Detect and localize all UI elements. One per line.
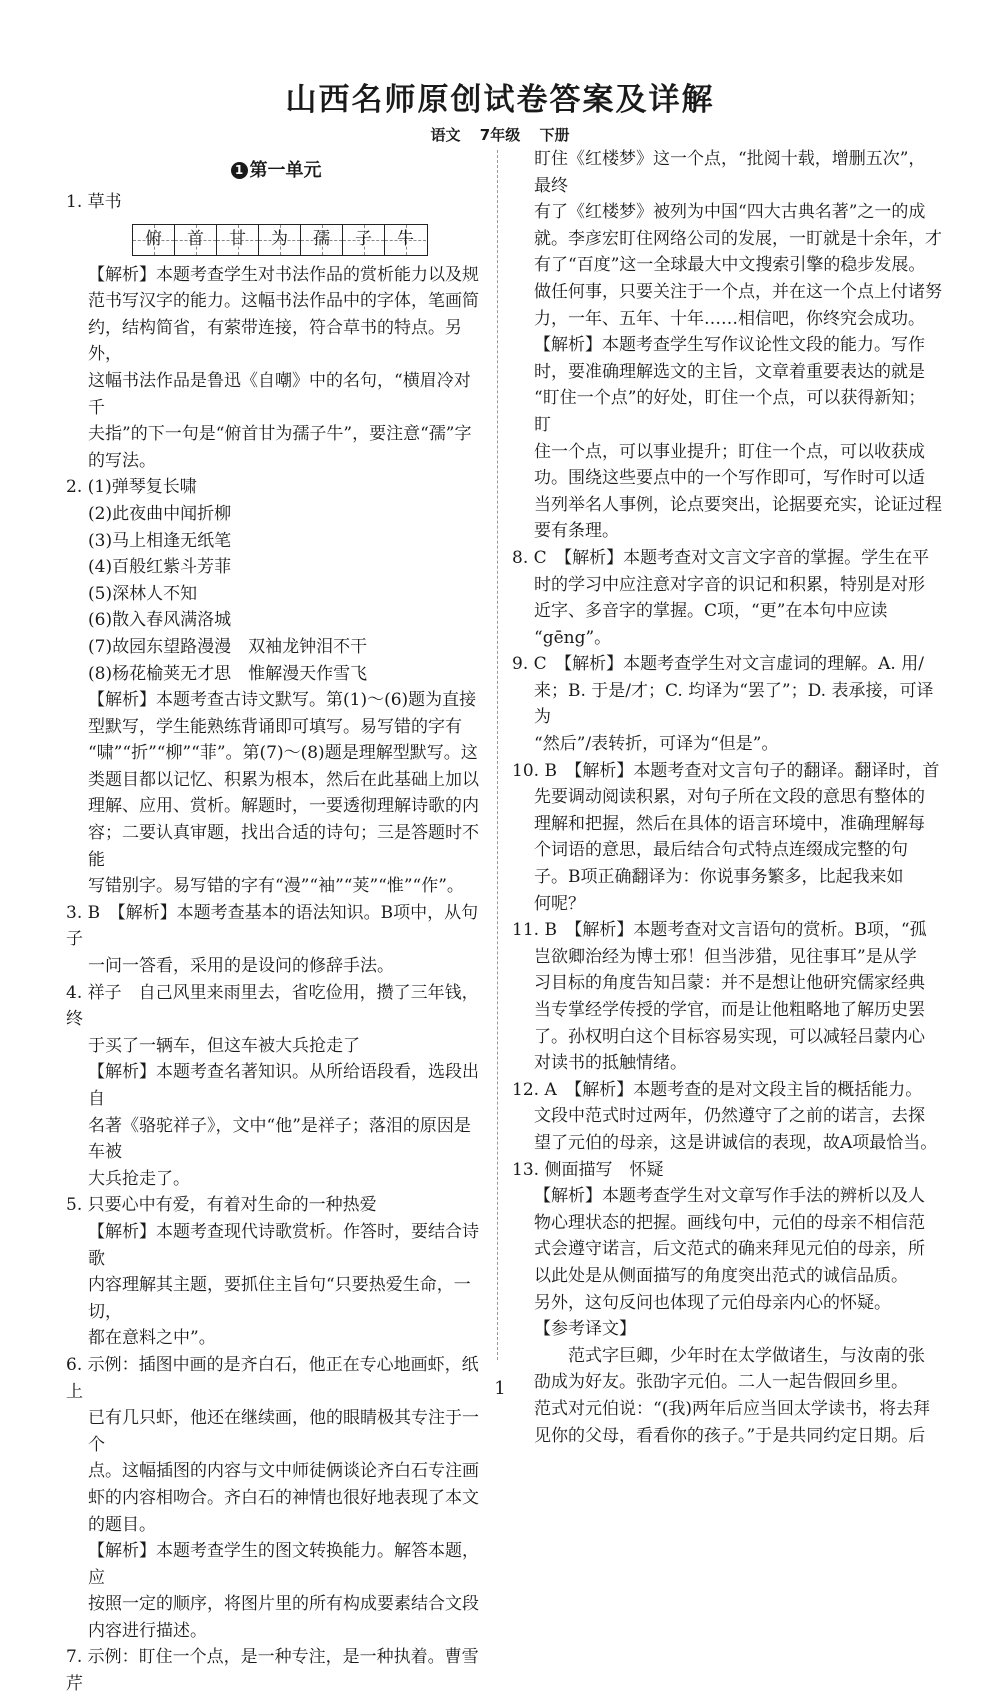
q2-title: 2. (1)弹琴复长啸: [66, 477, 197, 498]
q1-analysis: 【解析】本题考查学生对书法作品的赏析能力以及规 范书写汉字的能力。这幅书法作品中的字体，笔画简 约，结构简省，有萦带连接，符合草书的特点。另外， 这幅书法作品是鲁迅《自嘲》中的名句，“横眉冷对千 夫指”的下一句是“俯首甘为孺子牛”，要注意“孺”字 的写法。: [88, 264, 479, 471]
calligraphy-grid: [132, 224, 428, 256]
page-number: 1: [494, 1378, 506, 1399]
q6-answer: 6. 示例：插图中画的是齐白石，他正在专心地画虾，纸上 已有几只虾，他还在继续画，他的眼睛极其专注于一个 点。这幅插图的内容与文中师徒俩谈论齐白石专注画 虾的内容相吻合。齐白石的神情也很好地表现了本文 的题目。 【解析】本题考查学生的图文转换能力。解答本题，应 按照一定的顺序，将图片里的所有构成要素结合文段 内容进行描述。: [66, 1354, 479, 1641]
unit-title: 第一单元: [249, 160, 322, 181]
reference-translation: 范式字巨卿，少年时在太学做诸生，与汝南的张 劭成为好友。张劭字元伯。二人一起告假回乡里。 范式对元伯说：“(我)两年后应当回太学读书，将去拜 见你的父母，看看你的孩子。”于是共同约定日期。后: [534, 1345, 930, 1446]
q10-answer: 10. B 【解析】本题考查对文言句子的翻译。翻译时，首 先要调动阅读积累，对句子所在文段的意思有整体的 理解和把握，然后在具体的语言环境中，准确理解每 个词语的意思，最后结合句式特点连缀成完整的句 子。B项正确翻译为：你说事务繁多，比起我来如 何呢？: [512, 760, 940, 914]
grid-cell: 首: [175, 225, 217, 255]
grid-cell: 牛: [385, 225, 426, 255]
grade-label: 7年级: [479, 126, 521, 144]
grid-cell: 孺: [301, 225, 343, 255]
q13-answer: 13. 侧面描写 怀疑 【解析】本题考查学生对文章写作手法的辨析以及人 物心理状态的把握。画线句中，元伯的母亲不相信范 式会遵守诺言，后文范式的确来拜见元伯的母亲，所 以此处是从侧面描写的角度突出范式的诚信品质。 另外，这句反问也体现了元伯母亲内心的怀疑。: [512, 1159, 925, 1313]
volume-label: 下册: [539, 126, 570, 144]
q8-answer: 8. C 【解析】本题考查对文言文字音的掌握。学生在平 时的学习中应注意对字音的识记和积累，特别是对形 近字、多音字的掌握。C项，“更”在本句中应读 “gēng”。: [512, 547, 930, 648]
q11-answer: 11. B 【解析】本题考查对文言语句的赏析。B项，“孤 岂欲卿治经为博士邪！但当涉猎，见往事耳”是从学 习目标的角度告知吕蒙：并不是想让他研究儒家经典 当专掌经学传授的学官，而是让他粗略地了解历史罢 了。孙权明白这个目标容易实现，可以减轻吕蒙内心 对读书的抵触情绪。: [512, 920, 927, 1074]
q7-continued: 盯住《红楼梦》这一个点，“批阅十载，增删五次”，最终 有了《红楼梦》被列为中国“四大古典名著”之一的成 就。李彦宏盯住网络公司的发展，一盯就是十余年，才 有了“百度”这一全球最大中文搜索引擎的稳步发展。 做任何事，只要关注于一个点，并在这一个点上付诸努 力，一年、五年、十年……相信吧，你终究会成功。 【解析】本题考查学生写作议论性文段的能力。写作 时，要准确理解选文的主旨，文章着重要表达的就是 “盯住一个点”的好处，盯住一个点，可以获得新知；盯 住一个点，可以事业提升；盯住一个点，可以收获成 功。围绕这些要点中的一个写作即可，写作时可以适 当列举名人事例，论点要突出，论据要充实，论证过程 要有条理。: [534, 149, 942, 542]
reference-translation-title: 【参考译文】: [534, 1319, 636, 1340]
column-divider: [497, 150, 498, 1360]
grid-cell: 为: [259, 225, 301, 255]
page-title: 山西名师原创试卷答案及详解: [285, 82, 715, 118]
grid-cell: 子: [343, 225, 385, 255]
unit-badge: 1: [231, 162, 248, 179]
left-column: [66, 153, 486, 1698]
q2-answers: (2)此夜曲中闻折柳 (3)马上相逢无纸笔 (4)百般红紫斗芳菲 (5)深林人不知 (6)散入春风满洛城 (7)故园东望路漫漫 双袖龙钟泪不干 (8)杨花榆荚无才思 惟解漫天作雪飞 【解析】本题考查古诗文默写。第(1)～(6)题为直接 型默写，学生能熟练背诵即可填写。易写错的字有 “啸”“折”“柳”“菲”。第(7)～(8)题是理解型默写。这 类题目都以记忆、积累为根本，然后在此基础上加以 理解、应用、赏析。解题时，一要透彻理解诗歌的内 容；二要认真审题，找出合适的诗句；三是答题时不能 写错别字。易写错的字有“漫”“袖”“荚”“惟”“作”。: [88, 503, 479, 897]
q5-answer: 5. 只要心中有爱，有着对生命的一种热爱 【解析】本题考查现代诗歌赏析。作答时，要结合诗歌 内容理解其主题，要抓住主旨句“只要热爱生命，一切， 都在意料之中”。: [66, 1195, 479, 1349]
unit-heading: [66, 153, 486, 189]
q12-answer: 12. A 【解析】本题考查的是对文段主旨的概括能力。 文段中范式时过两年，仍然遵守了之前的诺言，去探 望了元伯的母亲，这是讲诚信的表现，故A项最恰当。: [512, 1079, 938, 1153]
q4-answer: 4. 祥子 自己风里来雨里去，省吃俭用，攒了三年钱，终 于买了一辆车，但这车被大兵抢走了 【解析】本题考查名著知识。从所给语段看，选段出自 名著《骆驼祥子》，文中“他”是祥子；落泪的原因是车被 大兵抢走了。: [66, 982, 479, 1189]
subject-label: 语文: [430, 126, 461, 144]
q7-start: 7. 示例：盯住一个点，是一种专注，是一种执着。曹雪芹: [66, 1647, 479, 1695]
grid-cell: 甘: [217, 225, 259, 255]
q9-answer: 9. C 【解析】本题考查学生对文言虚词的理解。A. 用/ 来；B. 于是/才；C. 均译为“罢了”；D. 表承接，可译为 “然后”/表转折，可译为“但是”。: [512, 654, 934, 755]
q3-answer: 3. B 【解析】本题考查基本的语法知识。B项中，从句子 一问一答看，采用的是设问的修辞手法。: [66, 902, 479, 977]
q1-title: 1. 草书: [66, 192, 122, 212]
grid-cell: 俯: [133, 225, 175, 255]
right-column: [512, 146, 942, 1449]
page-subtitle: [0, 124, 1000, 145]
